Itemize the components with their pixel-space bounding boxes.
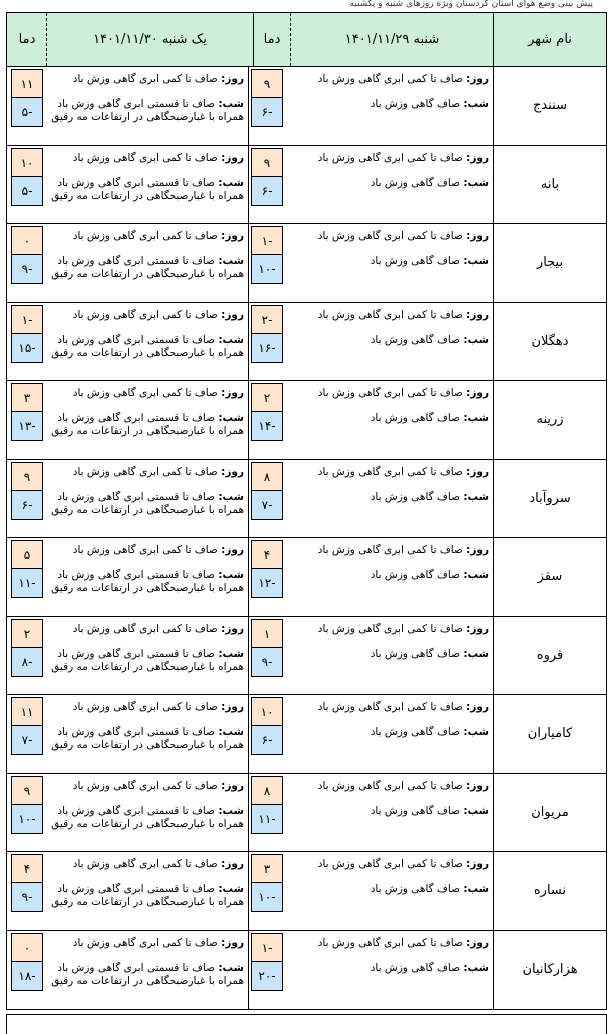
day1-day-text: صاف تا کمی ابری گاهی وزش باد — [317, 73, 463, 85]
day1-temps — [249, 538, 286, 616]
day2-day-temp: ۳ — [11, 383, 43, 413]
table-row — [7, 695, 606, 774]
night-label: شب: — [463, 333, 489, 346]
table-row — [7, 224, 606, 303]
day-label: روز: — [466, 858, 489, 870]
day2-day-temp: -۱ — [11, 305, 43, 335]
day1-forecast — [286, 146, 493, 224]
day1-temps — [249, 852, 286, 930]
day1-forecast — [286, 931, 493, 1010]
day2-night-temp: -۱۵ — [11, 333, 43, 363]
day2-forecast — [46, 67, 249, 145]
night-label: شب: — [218, 255, 244, 267]
day2-night-text: صاف تا قسمتی ابری گاهی وزش باد همراه با غبارصبحگاهی در ارتفاعات مه رقیق — [51, 333, 244, 359]
day2-day-line — [48, 701, 244, 714]
city-name: نساره — [493, 852, 606, 930]
day2-night-temp: -۱۳ — [11, 411, 43, 441]
day2-night-text: صاف تا قسمتی ابری گاهی وزش باد همراه با غبارصبحگاهی در ارتفاعات مه رقیق — [51, 490, 244, 516]
day1-day-line — [288, 152, 489, 165]
day1-day-temp: ۹ — [251, 69, 283, 99]
day2-day-text: صاف تا کمی ابری گاهی وزش باد — [72, 622, 218, 635]
day2-temps — [8, 303, 46, 381]
day1-night-text: صاف گاهی وزش باد — [370, 412, 461, 424]
day1-night-temp: -۱۰ — [251, 254, 283, 284]
day2-night-line — [48, 334, 244, 360]
night-label: شب: — [463, 98, 489, 110]
day-label: روز: — [466, 387, 489, 399]
day2-night-line — [48, 177, 244, 203]
day2-day-text: صاف تا کمی ابری گاهی وزش باد — [72, 701, 218, 713]
day1-temps — [249, 460, 286, 538]
day2-day-line — [48, 466, 244, 479]
day1-day-line — [288, 230, 489, 243]
day1-forecast — [286, 538, 493, 616]
day-label: روز: — [221, 230, 244, 242]
day2-day-temp: ۴ — [11, 854, 43, 884]
day-label: روز: — [466, 308, 489, 321]
day1-night-text: صاف گاهی وزش باد — [370, 490, 461, 503]
day2-forecast — [46, 617, 249, 695]
night-label: شب: — [463, 883, 489, 895]
day1-night-text: صاف گاهی وزش باد — [370, 569, 461, 581]
day2-temps — [8, 538, 46, 616]
day1-day-temp: ۸ — [251, 462, 283, 492]
day1-night-temp: -۱۰ — [251, 882, 283, 912]
day1-day-temp: ۸ — [251, 776, 283, 806]
day1-night-line — [288, 962, 489, 975]
day2-temps — [8, 695, 46, 773]
day1-forecast — [286, 852, 493, 930]
header-city: نام شهر — [493, 13, 606, 66]
day-label: روز: — [466, 622, 489, 635]
footer-box — [6, 1014, 607, 1034]
day1-day-line — [288, 544, 489, 557]
day2-forecast — [46, 460, 249, 538]
day1-night-temp: -۶ — [251, 97, 283, 127]
table-row — [7, 774, 606, 853]
day1-day-text: صاف تا کمی ابری گاهی وزش باد — [317, 387, 463, 399]
day2-night-line — [48, 962, 244, 988]
city-name: سنندج — [493, 67, 606, 145]
day2-forecast — [46, 931, 249, 1010]
day2-day-text: صاف تا کمی ابری گاهی وزش باد — [72, 387, 218, 399]
city-name: سروآباد — [493, 460, 606, 538]
day-label: روز: — [221, 151, 244, 164]
day2-night-line — [48, 255, 244, 281]
day2-day-text: صاف تا کمی ابری گاهی وزش باد — [72, 308, 218, 321]
day2-night-text: صاف تا قسمتی ابری گاهی وزش باد همراه با غبارصبحگاهی در ارتفاعات مه رقیق — [51, 98, 244, 123]
day2-day-line — [48, 544, 244, 557]
day1-day-text: صاف تا کمی ابری گاهی وزش باد — [317, 701, 463, 713]
day2-temps — [8, 67, 46, 145]
day1-day-temp: -۱ — [251, 933, 283, 963]
night-label: شب: — [218, 647, 244, 660]
day2-temps — [8, 852, 46, 930]
city-name: زرینه — [493, 381, 606, 459]
header-temp2: دما — [18, 32, 36, 47]
day1-night-temp: -۱۱ — [251, 804, 283, 834]
day1-day-text: صاف تا کمی ابری گاهی وزش باد — [317, 151, 463, 164]
table-row — [7, 931, 606, 1010]
day2-night-temp: -۵ — [11, 176, 43, 206]
day1-night-text: صاف گاهی وزش باد — [370, 647, 461, 660]
day2-temps — [8, 381, 46, 459]
day2-temps — [8, 146, 46, 224]
day1-day-temp: -۱ — [251, 226, 283, 256]
day2-forecast — [46, 303, 249, 381]
day2-night-text: صاف تا قسمتی ابری گاهی وزش باد همراه با غبارصبحگاهی در ارتفاعات مه رقیق — [51, 255, 244, 280]
day1-day-temp: ۲ — [251, 383, 283, 413]
day2-night-line — [48, 98, 244, 124]
day1-night-line — [288, 491, 489, 504]
day2-night-text: صاف تا قسمتی ابری گاهی وزش باد همراه با غبارصبحگاهی در ارتفاعات مه رقیق — [51, 176, 244, 202]
day2-night-line — [48, 648, 244, 674]
table-row — [7, 146, 606, 225]
day1-night-temp: -۶ — [251, 725, 283, 755]
night-label: شب: — [218, 726, 244, 738]
day1-night-text: صاف گاهی وزش باد — [370, 176, 461, 189]
table-row — [7, 460, 606, 539]
day1-forecast — [286, 67, 493, 145]
day2-night-temp: -۸ — [11, 647, 43, 677]
day1-day-temp: ۱ — [251, 619, 283, 649]
day1-night-text: صاف گاهی وزش باد — [370, 961, 461, 974]
day1-night-line — [288, 883, 489, 896]
day2-forecast — [46, 695, 249, 773]
day2-night-temp: -۱۱ — [11, 568, 43, 598]
table-row — [7, 617, 606, 696]
night-label: شب: — [463, 569, 489, 581]
day2-day-text: صاف تا کمی ابری گاهی وزش باد — [72, 779, 218, 792]
night-label: شب: — [463, 412, 489, 424]
day-label: روز: — [466, 230, 489, 242]
day1-day-line — [288, 309, 489, 322]
night-label: شب: — [463, 726, 489, 738]
table-header — [7, 13, 606, 67]
night-label: شب: — [463, 255, 489, 267]
day-label: روز: — [221, 779, 244, 792]
day2-day-line — [48, 858, 244, 871]
day1-night-line — [288, 98, 489, 111]
day1-night-line — [288, 726, 489, 739]
day1-night-line — [288, 805, 489, 818]
day1-night-line — [288, 412, 489, 425]
day1-night-line — [288, 177, 489, 190]
night-label: شب: — [218, 412, 244, 424]
night-label: شب: — [218, 333, 244, 346]
day1-temps — [249, 617, 286, 695]
day2-temps — [8, 460, 46, 538]
day2-night-line — [48, 883, 244, 909]
day2-day-text: صاف تا کمی ابری گاهی وزش باد — [72, 465, 218, 478]
day1-day-line — [288, 701, 489, 714]
day-label: روز: — [221, 622, 244, 635]
header-day2: یک شنبه ۱۴۰۱/۱۱/۳۰ — [46, 13, 253, 66]
table-row — [7, 852, 606, 931]
day2-day-temp: ۰ — [11, 933, 43, 963]
day1-night-text: صاف گاهی وزش باد — [370, 726, 461, 738]
day2-day-line — [48, 623, 244, 636]
day1-forecast — [286, 774, 493, 852]
day1-day-line — [288, 937, 489, 950]
day1-forecast — [286, 695, 493, 773]
header-temp1: دما — [253, 13, 290, 66]
night-label: شب: — [463, 176, 489, 189]
day1-day-text: صاف تا کمی ابری گاهی وزش باد — [317, 936, 463, 949]
day2-night-text: صاف تا قسمتی ابری گاهی وزش باد همراه با غبارصبحگاهی در ارتفاعات مه رقیق — [51, 883, 244, 908]
city-name: بیجار — [493, 224, 606, 302]
day-label: روز: — [466, 701, 489, 713]
day2-night-temp: -۹ — [11, 882, 43, 912]
day-label: روز: — [221, 73, 244, 85]
day-label: روز: — [221, 387, 244, 399]
day2-forecast — [46, 774, 249, 852]
day2-day-text: صاف تا کمی ابری گاهی وزش باد — [72, 73, 218, 85]
city-name: هزارکانیان — [493, 931, 606, 1010]
day2-day-temp: ۰ — [11, 226, 43, 256]
day-label: روز: — [221, 858, 244, 870]
day1-forecast — [286, 381, 493, 459]
city-name: دهگلان — [493, 303, 606, 381]
day2-night-temp: -۱۰ — [11, 804, 43, 834]
day1-day-text: صاف تا کمی ابری گاهی وزش باد — [317, 465, 463, 478]
day2-temps — [8, 931, 46, 1010]
day2-day-line — [48, 937, 244, 950]
day1-day-temp: -۲ — [251, 305, 283, 335]
day2-night-temp: -۱۸ — [11, 961, 43, 991]
day2-night-temp: -۵ — [11, 97, 43, 127]
day1-night-text: صاف گاهی وزش باد — [370, 98, 461, 110]
day2-day-line — [48, 309, 244, 322]
day1-day-line — [288, 466, 489, 479]
day1-day-line — [288, 858, 489, 871]
night-label: شب: — [218, 490, 244, 503]
day2-night-line — [48, 569, 244, 595]
day1-night-text: صاف گاهی وزش باد — [370, 883, 461, 895]
day2-day-temp: ۱۰ — [11, 148, 43, 178]
day2-day-text: صاف تا کمی ابری گاهی وزش باد — [72, 544, 218, 556]
day2-day-text: صاف تا کمی ابری گاهی وزش باد — [72, 936, 218, 949]
night-label: شب: — [218, 804, 244, 817]
night-label: شب: — [463, 490, 489, 503]
city-name: بانه — [493, 146, 606, 224]
day1-day-text: صاف تا کمی ابری گاهی وزش باد — [317, 858, 463, 870]
day2-night-text: صاف تا قسمتی ابری گاهی وزش باد همراه با غبارصبحگاهی در ارتفاعات مه رقیق — [51, 412, 244, 437]
night-label: شب: — [218, 98, 244, 110]
table-body — [7, 67, 606, 1009]
day1-night-line — [288, 255, 489, 268]
day2-night-line — [48, 805, 244, 831]
day2-day-line — [48, 152, 244, 165]
day2-day-text: صاف تا کمی ابری گاهی وزش باد — [72, 151, 218, 164]
day2-day-temp: ۹ — [11, 776, 43, 806]
day1-temps — [249, 931, 286, 1010]
day2-night-text: صاف تا قسمتی ابری گاهی وزش باد همراه با غبارصبحگاهی در ارتفاعات مه رقیق — [51, 961, 244, 987]
day2-temps — [8, 774, 46, 852]
day1-night-line — [288, 569, 489, 582]
day1-forecast — [286, 617, 493, 695]
day2-day-temp: ۱۱ — [11, 69, 43, 99]
table-row — [7, 67, 606, 146]
day1-day-temp: ۴ — [251, 540, 283, 570]
day1-day-line — [288, 780, 489, 793]
day-label: روز: — [466, 936, 489, 949]
day2-day-text: صاف تا کمی ابری گاهی وزش باد — [72, 858, 218, 870]
day2-forecast — [46, 146, 249, 224]
day2-night-line — [48, 491, 244, 517]
day-label: روز: — [466, 779, 489, 792]
day1-temps — [249, 303, 286, 381]
day1-night-temp: -۶ — [251, 176, 283, 206]
day-label: روز: — [221, 936, 244, 949]
night-label: شب: — [218, 961, 244, 974]
night-label: شب: — [218, 569, 244, 581]
day2-day-line — [48, 387, 244, 400]
top-caption: پیش بینی وضع هوای استان کردستان ویژه روزهای شنبه و یکشنبه — [349, 0, 593, 9]
city-name: مریوان — [493, 774, 606, 852]
day1-night-text: صاف گاهی وزش باد — [370, 333, 461, 346]
city-name: سقز — [493, 538, 606, 616]
day1-night-temp: -۷ — [251, 490, 283, 520]
day2-night-temp: -۹ — [11, 254, 43, 284]
day1-day-temp: ۹ — [251, 148, 283, 178]
table-row — [7, 538, 606, 617]
day2-night-text: صاف تا قسمتی ابری گاهی وزش باد همراه با غبارصبحگاهی در ارتفاعات مه رقیق — [51, 726, 244, 751]
day1-temps — [249, 695, 286, 773]
day1-day-text: صاف تا کمی ابری گاهی وزش باد — [317, 779, 463, 792]
day1-forecast — [286, 303, 493, 381]
day1-night-text: صاف گاهی وزش باد — [370, 804, 461, 817]
day1-temps — [249, 774, 286, 852]
day2-night-text: صاف تا قسمتی ابری گاهی وزش باد همراه با غبارصبحگاهی در ارتفاعات مه رقیق — [51, 804, 244, 830]
day2-night-temp: -۷ — [11, 725, 43, 755]
day2-day-temp: ۱۱ — [11, 697, 43, 727]
day2-day-line — [48, 73, 244, 86]
day1-day-text: صاف تا کمی ابری گاهی وزش باد — [317, 308, 463, 321]
day1-night-line — [288, 334, 489, 347]
day-label: روز: — [466, 151, 489, 164]
night-label: شب: — [218, 883, 244, 895]
day-label: روز: — [221, 308, 244, 321]
day-label: روز: — [466, 73, 489, 85]
night-label: شب: — [218, 176, 244, 189]
day1-temps — [249, 146, 286, 224]
day1-day-text: صاف تا کمی ابری گاهی وزش باد — [317, 544, 463, 556]
day2-night-line — [48, 412, 244, 438]
day-label: روز: — [221, 465, 244, 478]
day1-night-line — [288, 648, 489, 661]
forecast-table — [6, 12, 607, 1010]
day1-day-temp: ۱۰ — [251, 697, 283, 727]
day1-forecast — [286, 460, 493, 538]
day-label: روز: — [221, 701, 244, 713]
day1-night-temp: -۱۲ — [251, 568, 283, 598]
day2-forecast — [46, 852, 249, 930]
day2-forecast — [46, 224, 249, 302]
day2-temps — [8, 617, 46, 695]
day2-night-line — [48, 726, 244, 752]
day2-day-line — [48, 780, 244, 793]
day1-night-temp: -۱۶ — [251, 333, 283, 363]
day1-day-text: صاف تا کمی ابری گاهی وزش باد — [317, 230, 463, 242]
day2-night-temp: -۶ — [11, 490, 43, 520]
header-day1: شنبه ۱۴۰۱/۱۱/۲۹ — [290, 13, 493, 66]
day1-temps — [249, 224, 286, 302]
day2-day-text: صاف تا کمی ابری گاهی وزش باد — [72, 230, 218, 242]
day2-day-temp: ۵ — [11, 540, 43, 570]
day2-day-line — [48, 230, 244, 243]
day1-day-line — [288, 387, 489, 400]
day-label: روز: — [221, 544, 244, 556]
city-name: کامیاران — [493, 695, 606, 773]
day2-night-text: صاف تا قسمتی ابری گاهی وزش باد همراه با غبارصبحگاهی در ارتفاعات مه رقیق — [51, 569, 244, 594]
night-label: شب: — [463, 804, 489, 817]
day2-day-temp: ۹ — [11, 462, 43, 492]
day1-temps — [249, 67, 286, 145]
day1-temps — [249, 381, 286, 459]
day2-day-temp: ۲ — [11, 619, 43, 649]
day1-forecast — [286, 224, 493, 302]
day2-night-text: صاف تا قسمتی ابری گاهی وزش باد همراه با غبارصبحگاهی در ارتفاعات مه رقیق — [51, 647, 244, 673]
day2-forecast — [46, 381, 249, 459]
day1-day-temp: ۳ — [251, 854, 283, 884]
night-label: شب: — [463, 647, 489, 660]
day1-night-text: صاف گاهی وزش باد — [370, 255, 461, 267]
day2-forecast — [46, 538, 249, 616]
day1-day-line — [288, 623, 489, 636]
city-name: قروه — [493, 617, 606, 695]
table-row — [7, 381, 606, 460]
table-row — [7, 303, 606, 382]
night-label: شب: — [463, 961, 489, 974]
day1-day-line — [288, 73, 489, 86]
day1-night-temp: -۹ — [251, 647, 283, 677]
day1-night-temp: -۱۴ — [251, 411, 283, 441]
day2-temps — [8, 224, 46, 302]
day1-night-temp: -۲۰ — [251, 961, 283, 991]
day-label: روز: — [466, 544, 489, 556]
day-label: روز: — [466, 465, 489, 478]
day1-day-text: صاف تا کمی ابری گاهی وزش باد — [317, 622, 463, 635]
